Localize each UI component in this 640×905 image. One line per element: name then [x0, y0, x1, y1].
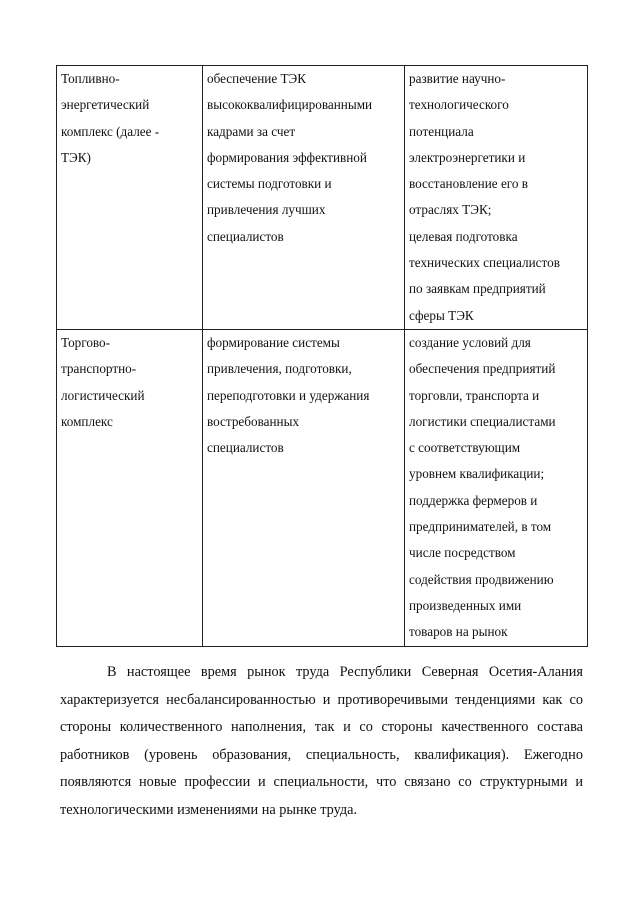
cell-line: ТЭК)	[61, 149, 91, 165]
sector-cell	[57, 66, 203, 330]
cell-line: транспортно-	[61, 361, 137, 377]
cell-line: переподготовки и удержания	[207, 387, 370, 403]
cell-line: Торгово-	[61, 334, 111, 350]
cell-line: поддержка фермеров и	[409, 492, 538, 508]
paragraph-line: работников (уровень образования, специальность, квалификация). Ежегодно	[60, 746, 583, 763]
cell-line: предпринимателей, в том	[409, 519, 552, 535]
cell-line: числе посредством	[409, 545, 516, 561]
goal-cell	[203, 66, 405, 330]
cell-line: по заявкам предприятий	[409, 281, 546, 297]
cell-line: востребованных	[207, 413, 300, 429]
cell-line: произведенных ими	[409, 597, 522, 613]
paragraph-line: появляются новые профессии и специальности, что связано со структурными и	[60, 774, 583, 791]
cell-line: энергетический	[61, 97, 150, 113]
cell-line: развитие научно-	[409, 71, 506, 86]
paragraph-line: стороны количественного наполнения, так и со стороны качественного состава	[60, 719, 583, 736]
cell-line: с соответствующим	[409, 440, 521, 456]
cell-line: кадрами за счет	[207, 123, 296, 139]
cell-line: потенциала	[409, 123, 474, 139]
sector-cell	[57, 329, 203, 646]
cell-line: торговли, транспорта и	[409, 387, 540, 403]
cell-line: уровнем квалификации;	[409, 466, 545, 482]
cell-line: специалистов	[207, 440, 284, 456]
paragraph-line: характеризуется несбалансированностью и противоречивыми тенденциями как со	[60, 691, 583, 708]
cell-line: привлечения лучших	[207, 202, 326, 218]
cell-line: привлечения, подготовки,	[207, 361, 352, 377]
cell-line: высококвалифицированными	[207, 97, 373, 113]
cell-line: обеспечения предприятий	[409, 361, 556, 377]
cell-line: обеспечение ТЭК	[207, 71, 307, 86]
cell-line: Топливно-	[61, 71, 120, 86]
cell-line: создание условий для	[409, 334, 531, 350]
cell-line: логистики специалистами	[409, 413, 556, 429]
cell-line: технологического	[409, 97, 509, 113]
cell-line: специалистов	[207, 228, 284, 244]
tasks-cell	[405, 329, 588, 646]
cell-line: сферы ТЭК	[409, 307, 474, 323]
cell-line: отраслях ТЭК;	[409, 202, 492, 218]
cell-line: восстановление его в	[409, 176, 528, 192]
cell-line: логистический	[61, 387, 145, 403]
table-row	[57, 329, 588, 646]
paragraph-line: технологическими изменениями на рынке труда.	[60, 801, 358, 818]
goal-cell	[203, 329, 405, 646]
cell-line: формирование системы	[207, 334, 340, 350]
cell-line: комплекс (далее -	[61, 123, 160, 139]
cell-line: электроэнергетики и	[409, 149, 526, 165]
tasks-cell	[405, 66, 588, 330]
cell-line: комплекс	[61, 413, 113, 429]
cell-line: содействия продвижению	[409, 571, 554, 587]
cell-line: технических специалистов	[409, 255, 560, 271]
cell-line: товаров на рынок	[409, 624, 508, 640]
sector-table	[56, 65, 588, 647]
paragraph-line: В настоящее время рынок труда Республики Северная Осетия-Алания	[107, 664, 583, 680]
cell-line: системы подготовки и	[207, 176, 332, 192]
cell-line: формирования эффективной	[207, 149, 367, 165]
cell-line: целевая подготовка	[409, 228, 518, 244]
table-row	[57, 66, 588, 330]
body-paragraph	[60, 659, 583, 825]
